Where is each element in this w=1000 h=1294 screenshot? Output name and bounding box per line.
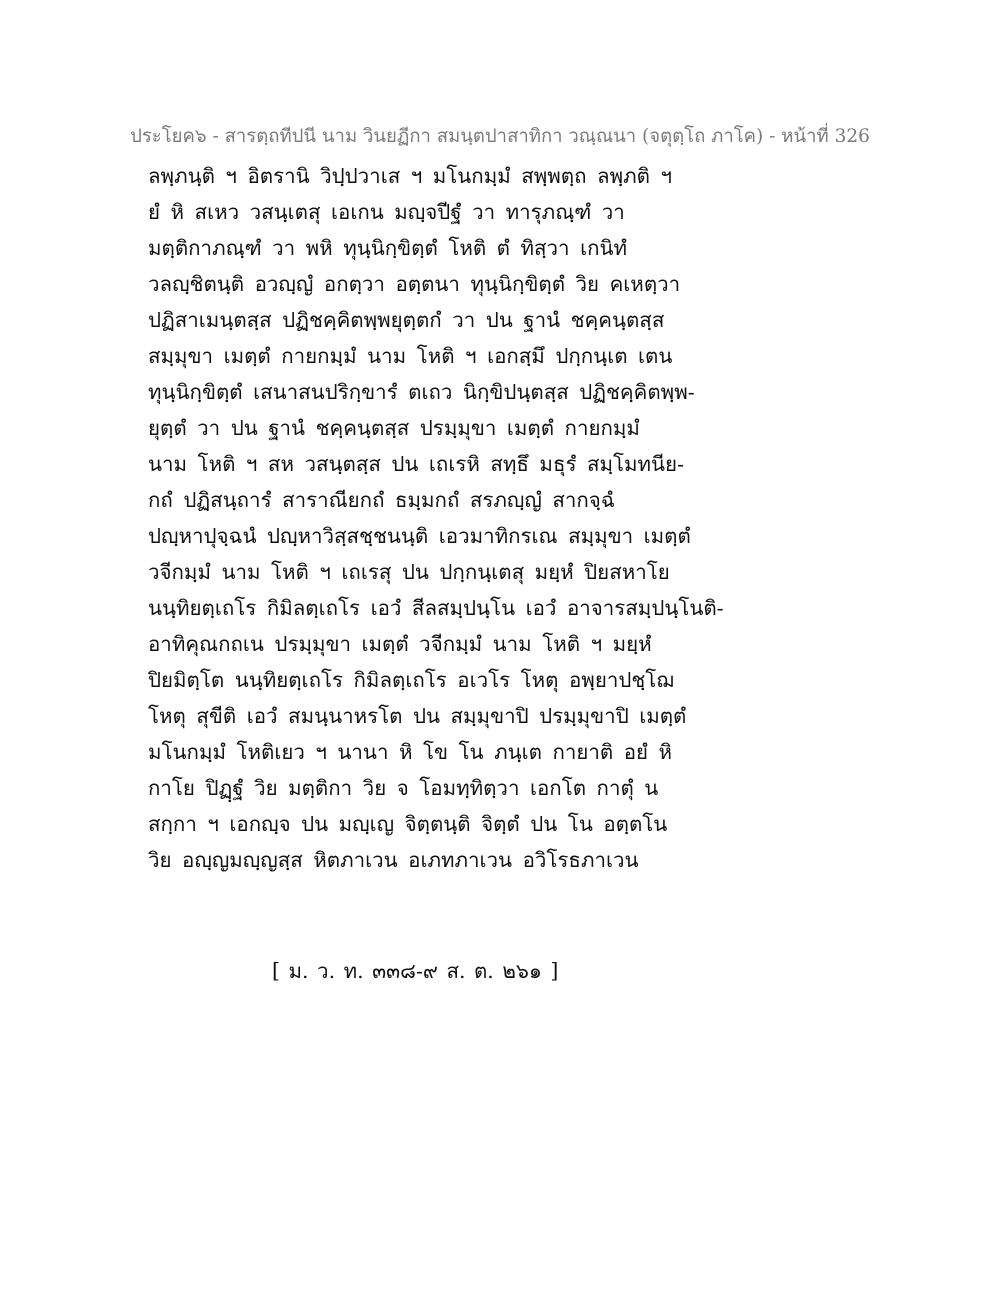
text-line-4: วลญฺชิตนฺติ อวญฺญํ อกตฺวา อตฺตนา ทุนฺนิกฺขิตฺตํ วิย คเหตฺวา [148, 272, 681, 296]
text-line-20: วิย อญฺญมญฺญสฺส หิตภาเวน อเภทภาเวน อวิโรธภาเวน [148, 848, 639, 872]
text-line-1: ลพฺภนฺติ ฯ อิตรานิ วิปฺปวาเส ฯ มโนกมฺมํ สพฺพตฺถ ลพฺภติ ฯ [148, 164, 672, 188]
text-line-13: นนฺทิยตฺเถโร กิมิลตฺเถโร เอวํ สีลสมฺปนฺโน เอวํ อาจารสมฺปนฺโนติ- [148, 596, 724, 620]
text-line-15: ปิยมิตฺโต นนฺทิยตฺเถโร กิมิลตฺเถโร อเวโร โหตุ อพฺยาปชฺโฌ [148, 668, 674, 692]
text-line-17: มโนกมฺมํ โหติเยว ฯ นานา หิ โข โน ภนฺเต กายาติ อยํ หิ [148, 740, 673, 764]
text-line-18: กาโย ปิฏฺฐํ วิย มตฺติกา วิย จ โอมทฺทิตฺวา เอกโต กาตุํ น [148, 776, 659, 800]
text-line-7: ทุนฺนิกฺขิตฺตํ เสนาสนปริกฺขารํ ตเถว นิกฺขิปนฺตสฺส ปฏิชคฺคิตพฺพ- [148, 380, 695, 404]
text-line-9: นาม โหติ ฯ สห วสนฺตสฺส ปน เถเรหิ สทฺธึ มธุรํ สมฺโมทนีย- [148, 452, 684, 476]
text-line-10: กถํ ปฏิสนฺถารํ สาราณียกถํ ธมฺมกถํ สรภญฺญํ สากจฺฉํ [148, 488, 615, 512]
text-line-2: ยํ หิ สเหว วสนฺเตสุ เอเกน มญฺจปีฐํ วา ทารุภณฺฑํ วา [148, 200, 625, 224]
text-line-11: ปญฺหาปุจฺฉนํ ปญฺหาวิสฺสชฺชนนฺติ เอวมาทิกรเณ สมฺมุขา เมตฺตํ [148, 524, 691, 548]
body-text [148, 158, 868, 878]
running-header: ประโยค๖ - สารตฺถทีปนี นาม วินยฏีกา สมนฺตปาสาทิกา วณฺณนา (จตุตฺโถ ภาโค) - หน้าที่ 326 [130, 126, 870, 147]
text-line-12: วจีกมฺมํ นาม โหติ ฯ เถเรสุ ปน ปกฺกนฺเตสุ มยฺหํ ปิยสหาโย [148, 560, 670, 584]
text-line-14: อาทิคุณกถเน ปรมฺมุขา เมตฺตํ วจีกมฺมํ นาม โหติ ฯ มยฺหํ [148, 632, 652, 656]
text-line-19: สกฺกา ฯ เอกญฺจ ปน มญฺเญ จิตฺตนฺติ จิตฺตํ ปน โน อตฺตโน [148, 812, 668, 836]
text-line-3: มตฺติกาภณฺฑํ วา พหิ ทุนฺนิกฺขิตฺตํ โหติ ตํ ทิสฺวา เกนิทํ [148, 236, 628, 260]
text-line-8: ยุตฺตํ วา ปน ฐานํ ชคฺคนฺตสฺส ปรมฺมุขา เมตฺตํ กายกมฺมํ [148, 416, 640, 440]
text-line-5: ปฏิสาเมนฺตสฺส ปฏิชคฺคิตพฺพยุตฺตกํ วา ปน ฐานํ ชคฺคนฺตสฺส [148, 308, 665, 332]
reference-footnote: [ ม. ว. ท. ๓๓๘-๙ ส. ต. ๒๖๑ ] [272, 959, 559, 983]
text-line-16: โหตุ สุขีติ เอวํ สมนฺนาหรโต ปน สมฺมุขาปิ ปรมฺมุขาปิ เมตฺตํ [148, 704, 687, 728]
text-line-6: สมฺมุขา เมตฺตํ กายกมฺมํ นาม โหติ ฯ เอกสฺมึ ปกฺกนฺเต เตน [148, 344, 673, 368]
